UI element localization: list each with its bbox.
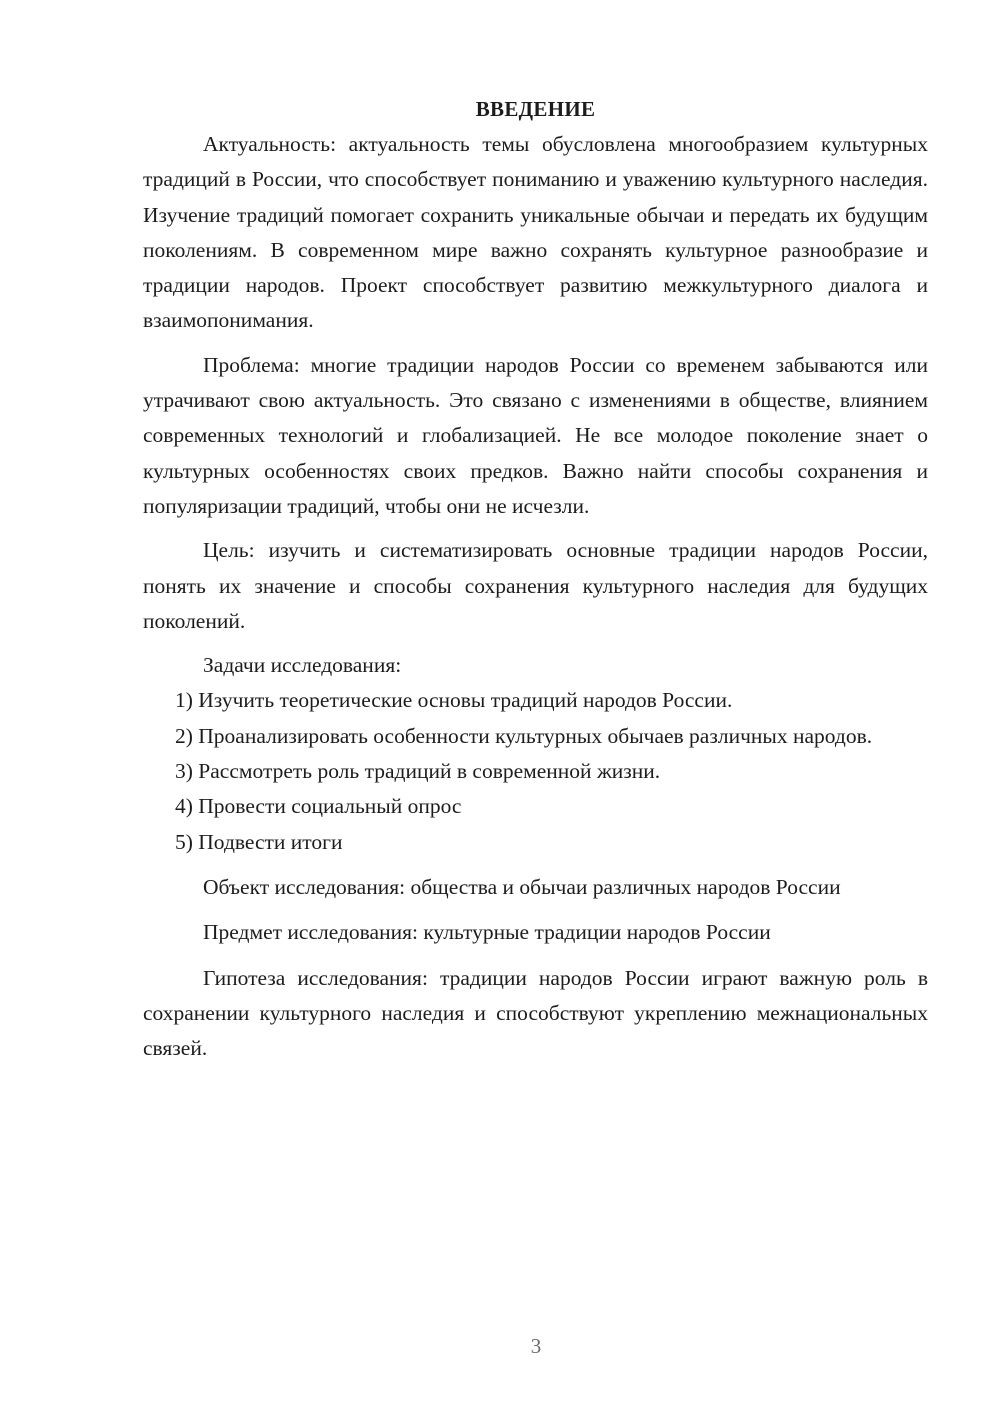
section-heading: ВВЕДЕНИЕ bbox=[475, 97, 596, 121]
document-page bbox=[143, 92, 928, 1066]
page-number: 3 bbox=[530, 1334, 542, 1358]
relevance-paragraph: Актуальность: актуальность темы обусловлена многообразием культурных традиций в России, что способствует пониманию и уважению культурного наследия. Изучение традиций помогает сохранить уникальные обычаи и передать их будущим поколениям. В современном мире важно сохранять культурное разнообразие и традиции народов. Проект способствует развитию межкультурного диалога и взаимопонимания. bbox=[143, 132, 928, 333]
object-paragraph: Объект исследования: общества и обычаи различных народов России bbox=[203, 874, 841, 899]
hypothesis-paragraph: Гипотеза исследования: традиции народов России играют важную роль в сохранении культурного наследия и способствуют укреплению межнациональных связей. bbox=[143, 965, 928, 1061]
task-item-1: 1) Изучить теоретические основы традиций народов России. bbox=[175, 688, 733, 713]
task-item-4: 4) Провести социальный опрос bbox=[175, 794, 462, 819]
problem-paragraph: Проблема: многие традиции народов России со временем забываются или утрачивают свою актуальность. Это связано с изменениями в обществе, влиянием современных технологий и глобализацией. Не все молодое поколение знает о культурных особенностях своих предков. Важно найти способы сохранения и популяризации традиций, чтобы они не исчезли. bbox=[143, 352, 928, 518]
subject-paragraph: Предмет исследования: культурные традиции народов России bbox=[203, 920, 771, 945]
task-item-3: 3) Рассмотреть роль традиций в современной жизни. bbox=[175, 759, 661, 784]
task-item-2: 2) Проанализировать особенности культурных обычаев различных народов. bbox=[175, 723, 873, 748]
goal-paragraph: Цель: изучить и систематизировать основные традиции народов России, понять их значение и способы сохранения культурного наследия для будущих поколений. bbox=[143, 538, 928, 633]
tasks-title: Задачи исследования: bbox=[203, 653, 402, 678]
task-item-5: 5) Подвести итоги bbox=[175, 829, 343, 854]
